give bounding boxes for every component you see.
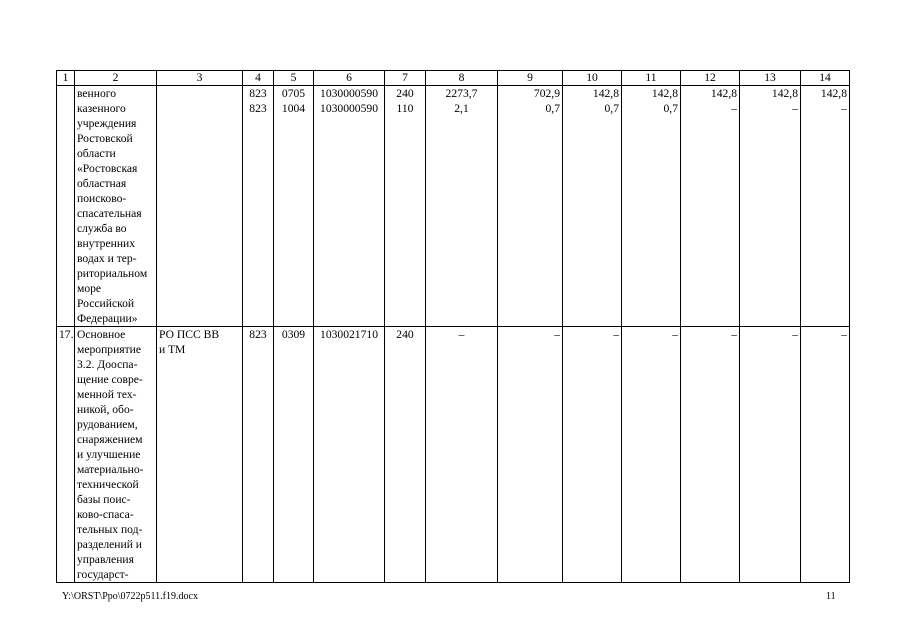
text-line: щение совре- [77,373,143,386]
cell-line: – [841,328,847,341]
executor [157,327,243,583]
cell-line: 823 [249,87,267,100]
cell-line: 240 [396,87,414,100]
cell-line: – [458,328,465,341]
text-line: риториальном [77,267,148,280]
executor [157,86,243,327]
text-line: тельных под- [77,523,143,536]
cell-value [498,327,563,583]
text-line: Федерации» [77,312,138,325]
text-line: ково-спаса- [77,508,134,521]
col-header: 13 [740,71,801,86]
cell-value [622,327,681,583]
cell-line: 110 [396,102,414,115]
col-header: 9 [498,71,563,86]
measure-name [75,327,157,583]
text-line: и ТМ [159,343,186,356]
text-line: материально- [77,463,144,476]
cell-line: – [792,102,798,115]
text-line: служба во [77,222,127,235]
text-line: мероприятие [77,343,142,356]
text-line: спасательная [77,207,142,220]
cell-rzpr [274,327,314,583]
text-line: поисково- [77,192,127,205]
text-line: разделений и [77,538,143,551]
cell-line: 142,8 [592,87,619,100]
text-line: базы поис- [77,493,131,506]
text-line: государст- [77,568,129,581]
cell-value [622,86,681,327]
cell-line: – [841,102,847,115]
table-row [57,327,850,583]
col-header: 14 [801,71,850,86]
text-line: казенного [77,102,126,115]
cell-line: 823 [249,328,267,341]
cell-csr [314,86,385,327]
cell-value [563,327,622,583]
cell-line: 2,1 [454,102,469,115]
text-line: менной тех- [77,388,137,401]
text-line: внутренних [77,237,136,250]
cell-total [426,86,498,327]
text-line: управления [77,553,134,566]
cell-total [426,327,498,583]
text-line: областная [77,177,127,190]
cell-line: 142,8 [771,87,798,100]
text-line: море [77,282,102,295]
cell-line: – [792,328,798,341]
col-header: 5 [274,71,314,86]
text-line: Российской [77,297,135,310]
col-header: 7 [385,71,426,86]
cell-line: 823 [249,102,267,115]
col-header: 10 [563,71,622,86]
cell-line: – [731,102,737,115]
cell-line: 142,8 [651,87,678,100]
text-line: технической [77,478,139,491]
cell-line: 0,7 [604,102,619,115]
text-line: венного [77,87,117,100]
text-line: снаряжением [77,433,143,446]
col-header: 11 [622,71,681,86]
col-header: 2 [75,71,157,86]
text-line: Основное [77,328,126,341]
text-line: никой, обо- [77,403,134,416]
budget-table [56,70,850,583]
cell-line: 702,9 [533,87,560,100]
table-row [57,86,850,327]
cell-line: 0,7 [663,102,678,115]
cell-value [740,327,801,583]
cell-line: 1004 [281,102,306,115]
col-header: 12 [681,71,740,86]
row-number [57,86,75,327]
text-line: Ростовской [77,132,133,145]
cell-line: 240 [396,328,414,341]
cell-line: 1030000590 [320,102,378,115]
col-header: 4 [243,71,274,86]
cell-line: – [672,328,678,341]
cell-value [740,86,801,327]
cell-line: 0309 [281,328,306,341]
col-header: 6 [314,71,385,86]
cell-line: – [731,328,737,341]
cell-value [681,86,740,327]
cell-grbs [243,327,274,583]
text-line: 3.2. Дооспа- [77,358,138,371]
text-line: «Ростовская [77,162,138,175]
page-number: 11 [826,591,836,602]
cell-line: 142,8 [710,87,737,100]
cell-value [563,86,622,327]
cell-line: – [554,328,560,341]
cell-line: 2273,7 [445,87,478,100]
text-line: и улучшение [77,448,141,461]
cell-value [801,327,850,583]
text-line: РО ПСС ВВ [159,328,220,341]
cell-vr [385,327,426,583]
text-line: области [77,147,116,160]
cell-vr [385,86,426,327]
cell-value [681,327,740,583]
cell-grbs [243,86,274,327]
col-header: 8 [426,71,498,86]
cell-csr [314,327,385,583]
cell-line: 142,8 [820,87,847,100]
text-line: водах и тер- [77,252,137,265]
cell-line: 1030021710 [320,328,378,341]
cell-line: – [613,328,619,341]
file-path: Y:\ORST\Ppo\0722p511.f19.docx [62,591,198,602]
cell-line: 0,7 [545,102,560,115]
col-header: 1 [57,71,75,86]
measure-name [75,86,157,327]
cell-rzpr [274,86,314,327]
cell-value [801,86,850,327]
col-header: 3 [157,71,243,86]
cell-line: 1030000590 [320,87,378,100]
text-line: учреждения [77,117,137,130]
row-number: 17. [57,327,75,583]
text-line: рудованием, [77,418,138,431]
cell-value [498,86,563,327]
cell-line: 0705 [281,87,306,100]
header-row [57,71,850,86]
